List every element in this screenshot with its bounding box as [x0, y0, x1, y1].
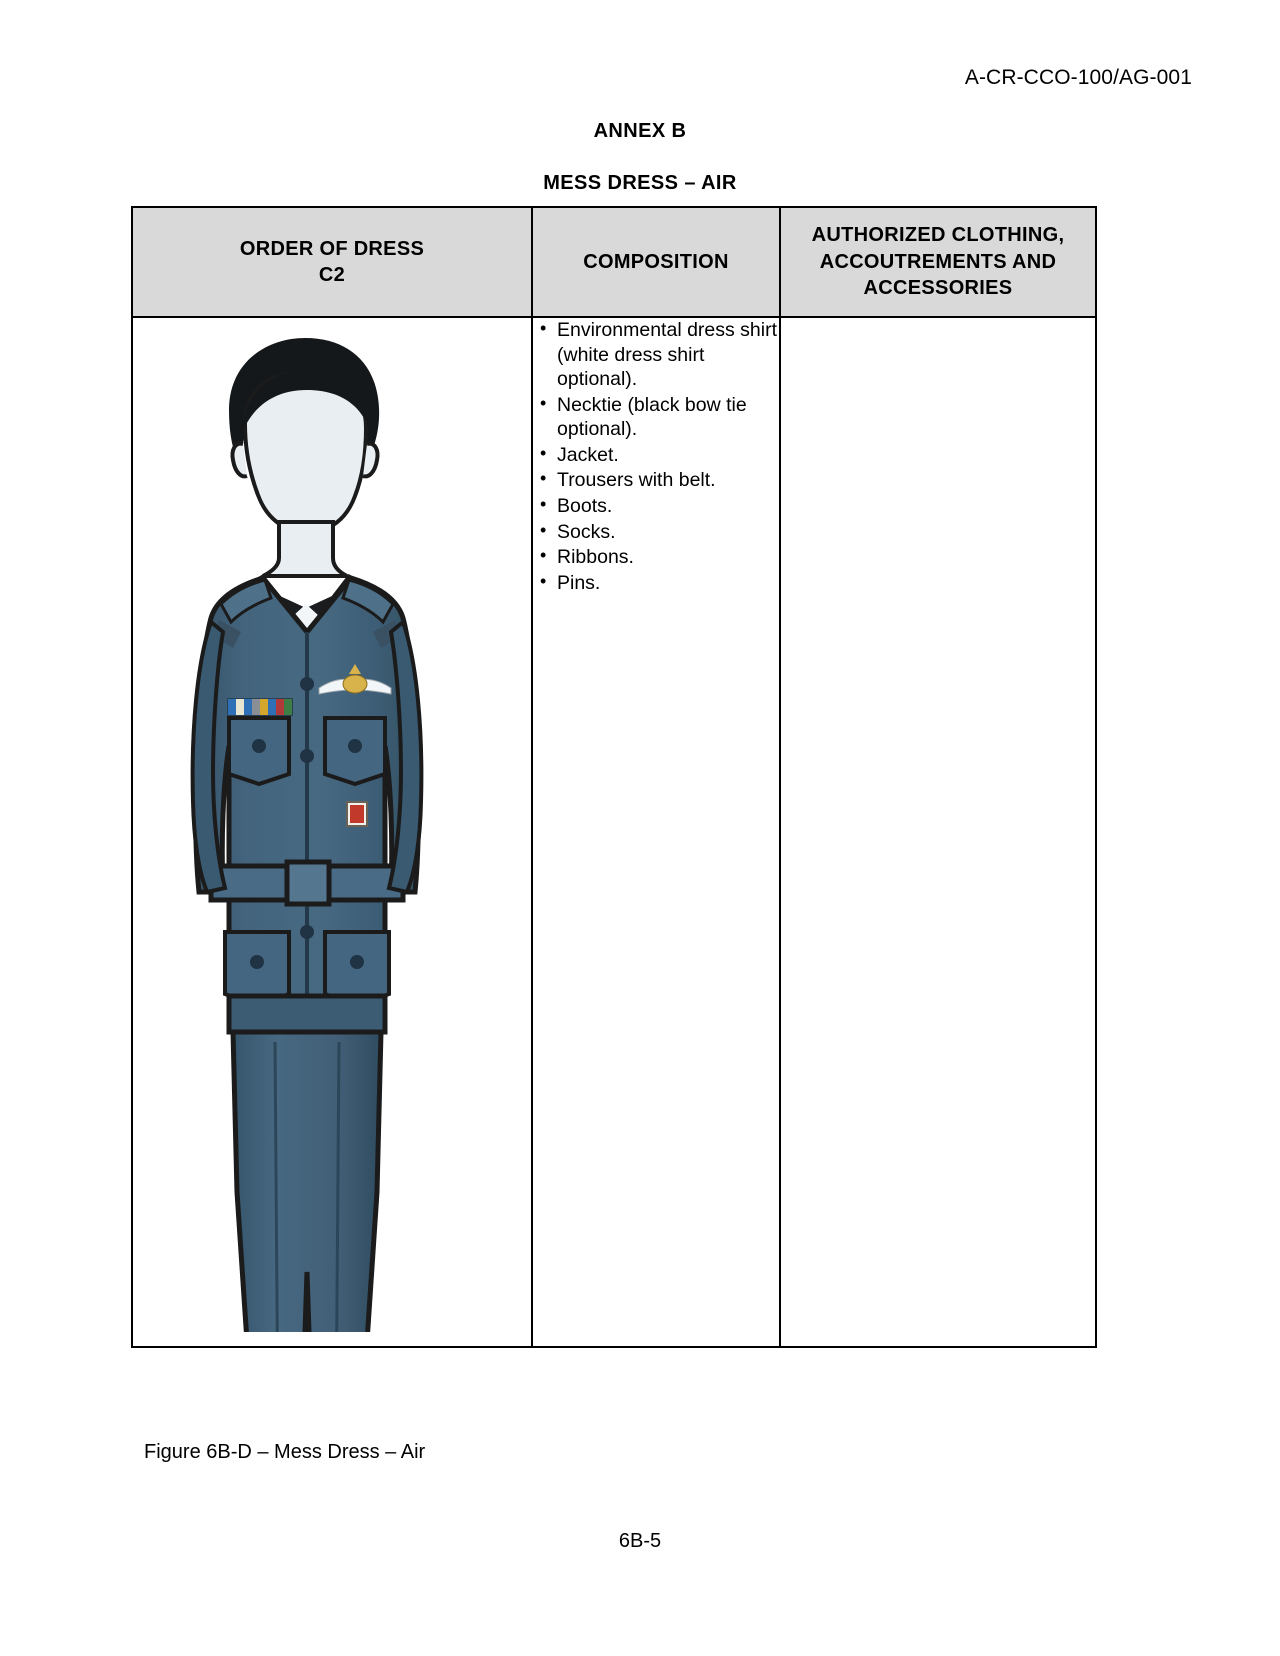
- jacket-button: [300, 925, 314, 939]
- cell-uniform-figure: [132, 317, 532, 1347]
- cell-authorized-clothing: [780, 317, 1096, 1347]
- column-header-authorized: [780, 207, 1096, 317]
- column-header-authorized-label: AUTHORIZED CLOTHING, ACCOUTREMENTS AND ACCESSORIES: [811, 224, 1065, 300]
- list-item: • Pins.: [555, 571, 779, 596]
- neck: [263, 522, 347, 576]
- ribbon: [276, 699, 284, 715]
- column-header-order-of-dress-code: C2: [318, 264, 346, 286]
- ribbon: [236, 699, 244, 715]
- cell-composition: [532, 317, 780, 1347]
- page-number: 6B-5: [618, 1530, 662, 1552]
- list-item: • Necktie (black bow tie optional).: [555, 393, 779, 442]
- column-header-order-of-dress-label: ORDER OF DRESS: [239, 237, 425, 260]
- badge-centre: [343, 675, 367, 693]
- list-item: • Environmental dress shirt (white dress shirt optional).: [555, 318, 779, 392]
- ribbon: [284, 699, 292, 715]
- list-item: • Socks.: [555, 520, 779, 545]
- jacket-button: [300, 677, 314, 691]
- pocket-button: [252, 739, 266, 753]
- jacket-group: [193, 578, 422, 1032]
- breast-pin: [347, 802, 367, 826]
- composition-list: [533, 318, 779, 595]
- uniform-figure-svg: [167, 332, 497, 1332]
- pin-emblem: [350, 805, 364, 823]
- list-item: • Ribbons.: [555, 545, 779, 570]
- uniform-illustration: [133, 318, 531, 1346]
- dress-table: [131, 206, 1097, 1348]
- column-header-composition: [532, 207, 780, 317]
- page-title: MESS DRESS – AIR: [543, 172, 737, 194]
- column-header-order-of-dress: [132, 207, 532, 317]
- ribbon: [228, 699, 236, 715]
- column-header-composition-label: COMPOSITION: [583, 250, 729, 273]
- pocket-button: [350, 955, 364, 969]
- jacket-button: [300, 749, 314, 763]
- belt-buckle: [287, 862, 329, 904]
- list-item: • Boots.: [555, 494, 779, 519]
- figure-caption: Figure 6B-D – Mess Dress – Air: [144, 1441, 426, 1463]
- document-control-number: A-CR-CCO-100/AG-001: [964, 66, 1192, 89]
- ribbon-bar: [227, 698, 293, 716]
- list-item: • Trousers with belt.: [555, 468, 779, 493]
- ribbon: [268, 699, 276, 715]
- ribbon: [244, 699, 252, 715]
- head-group: [229, 338, 379, 576]
- trousers: [233, 1032, 381, 1332]
- table-row: [132, 317, 1096, 1347]
- ribbon: [252, 699, 260, 715]
- pocket-button: [250, 955, 264, 969]
- trousers-group: [233, 1032, 381, 1332]
- belt-group: [211, 862, 403, 904]
- pocket-button: [348, 739, 362, 753]
- table-header-row: [132, 207, 1096, 317]
- list-item: • Jacket.: [555, 443, 779, 468]
- annex-label: ANNEX B: [593, 120, 687, 142]
- jacket-hem: [229, 996, 385, 1032]
- ribbon: [260, 699, 268, 715]
